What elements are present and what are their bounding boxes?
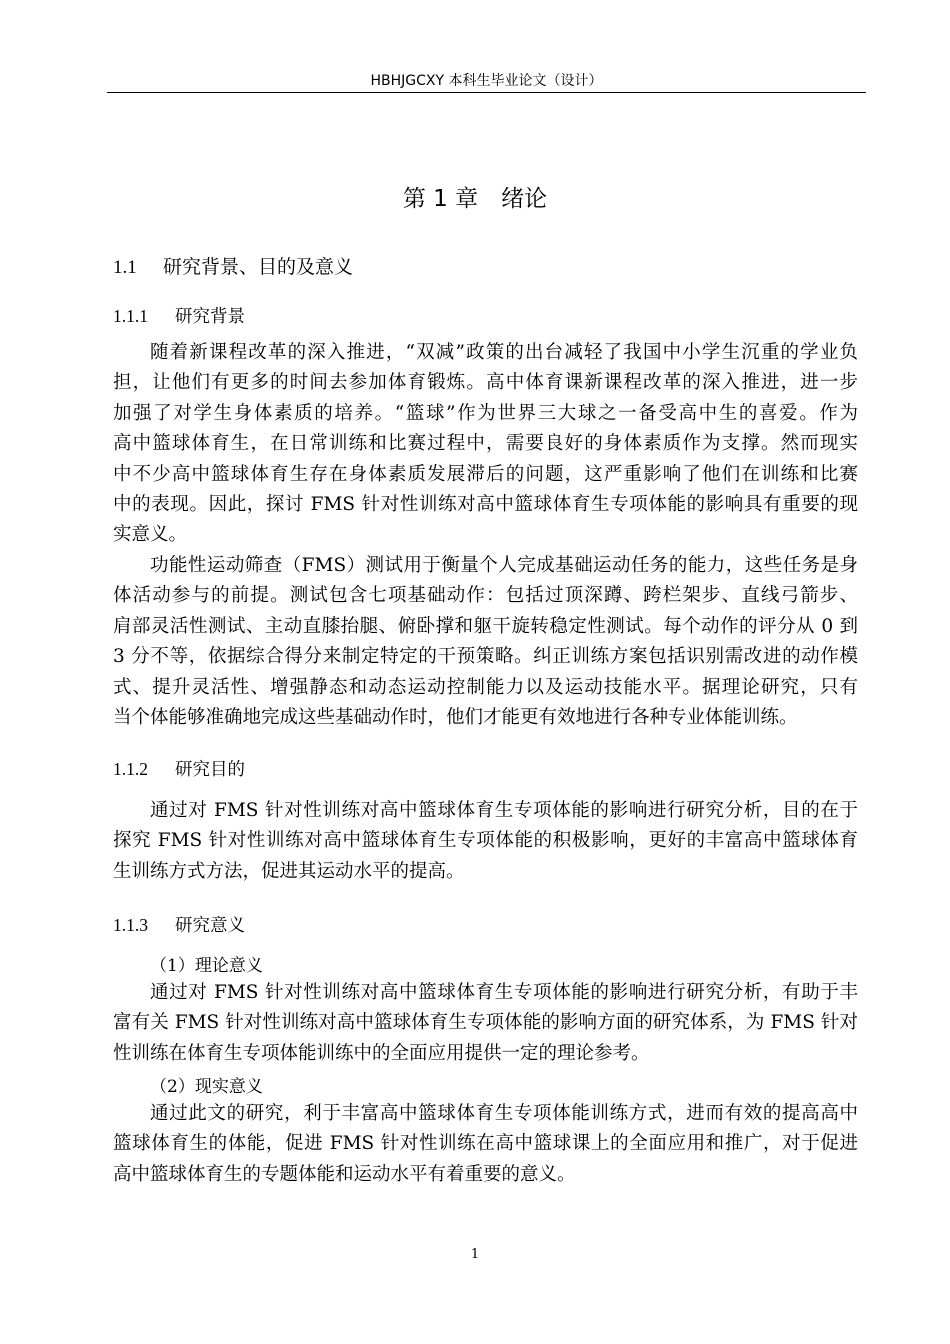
- text-line: 担，让他们有更多的时间去参加体育锻炼。高中体育课新课程改革的深入推进，进一步: [113, 372, 858, 394]
- text-line: 加强了对学生身体素质的培养。“篮球”作为世界三大球之一备受高中生的喜爱。作为: [113, 402, 858, 424]
- text-line: 通过对 FMS 针对性训练对高中篮球体育生专项体能的影响进行研究分析，有助于丰: [150, 982, 858, 1003]
- text-line: 中的表现。因此，探讨 FMS 针对性训练对高中篮球体育生专项体能的影响具有重要的现: [113, 493, 858, 515]
- subsection-title: 研究意义: [175, 916, 245, 936]
- text-line: 功能性运动筛查（FMS）测试用于衡量个人完成基础运动任务的能力，这些任务是身: [150, 555, 858, 576]
- text-line: 篮球体育生的体能，促进 FMS 针对性训练在高中篮球课上的全面应用和推广，对于促进: [113, 1133, 858, 1155]
- paragraph-practice: [113, 1099, 858, 1190]
- sub-heading-theory: （1）理论意义: [150, 956, 263, 976]
- text-line: 体活动参与的前提。测试包含七项基础动作：包括过顶深蹲、跨栏架步、直线弓箭步、: [113, 585, 858, 607]
- text-line: 探究 FMS 针对性训练对高中篮球体育生专项体能的积极影响，更好的丰富高中篮球体育: [113, 830, 858, 852]
- subsection-heading-1-1-3: [113, 912, 245, 937]
- header-rule: [107, 92, 866, 93]
- text-line: 通过对 FMS 针对性训练对高中篮球体育生专项体能的影响进行研究分析，目的在于: [150, 800, 858, 821]
- paragraph-background-2: [113, 551, 858, 733]
- subsection-number: 1.1.2: [113, 759, 148, 779]
- subsection-number: 1.1.3: [113, 915, 148, 935]
- paragraph-purpose: [113, 796, 858, 887]
- text-line: 式、提升灵活性、增强静态和动态运动控制能力以及运动技能水平。据理论研究，只有: [113, 676, 858, 698]
- text-line: 高中篮球体育生的专题体能和运动水平有着重要的意义。: [113, 1163, 576, 1185]
- text-line: 当个体能够准确地完成这些基础动作时，他们才能更有效地进行各种专业体能训练。: [113, 706, 798, 728]
- section-heading: [113, 252, 353, 279]
- chapter-title: 第 1 章 绪论: [402, 186, 548, 212]
- subsection-number: 1.1.1: [113, 306, 148, 326]
- page-number: 1: [470, 1247, 480, 1262]
- running-header: HBHJGCXY 本科生毕业论文（设计）: [370, 73, 603, 89]
- text-line: 通过此文的研究，利于丰富高中篮球体育生专项体能训练方式，进而有效的提高高中: [150, 1103, 858, 1124]
- subsection-title: 研究目的: [175, 760, 245, 780]
- subsection-title: 研究背景: [175, 307, 245, 327]
- text-line: 实意义。: [113, 524, 188, 546]
- text-line: 性训练在体育生专项体能训练中的全面应用提供一定的理论参考。: [113, 1042, 650, 1064]
- text-line: 高中篮球体育生，在日常训练和比赛过程中，需要良好的身体素质作为支撑。然而现实: [113, 433, 858, 455]
- text-line: 3 分不等，依据综合得分来制定特定的干预策略。纠正训练方案包括识别需改进的动作模: [113, 646, 858, 668]
- text-line: 随着新课程改革的深入推进，“双减”政策的出台减轻了我国中小学生沉重的学业负: [150, 342, 858, 363]
- section-title: 研究背景、目的及意义: [163, 256, 354, 278]
- paragraph-theory: [113, 978, 858, 1069]
- text-line: 肩部灵活性测试、主动直膝抬腿、俯卧撑和躯干旋转稳定性测试。每个动作的评分从 0 到: [113, 615, 858, 637]
- text-line: 中不少高中篮球体育生存在身体素质发展滞后的问题，这严重影响了他们在训练和比赛: [113, 463, 858, 485]
- paragraph-background-1: [113, 338, 858, 551]
- sub-heading-practice: （2）现实意义: [150, 1077, 263, 1097]
- subsection-heading-1-1-2: [113, 756, 245, 781]
- section-number: 1.1: [113, 257, 137, 278]
- text-line: 富有关 FMS 针对性训练对高中篮球体育生专项体能的影响方面的研究体系，为 FMS 针对: [113, 1012, 858, 1034]
- subsection-heading-1-1-1: [113, 303, 245, 328]
- text-line: 生训练方式方法，促进其运动水平的提高。: [113, 860, 465, 882]
